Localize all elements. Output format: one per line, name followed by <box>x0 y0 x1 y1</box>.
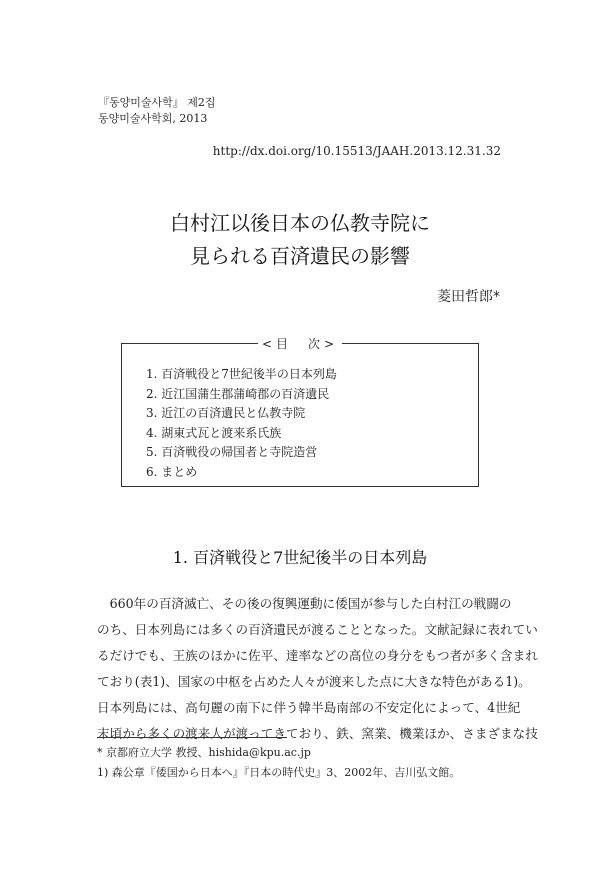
title-line-1: 白村江以後日本の仏教寺院に <box>170 211 430 235</box>
body-line: のち、日本列島には多くの百済遺民が渡ることとなった。文献記録に表れてい <box>97 622 538 637</box>
toc-item: 6. まとめ <box>146 464 198 479</box>
toc-item: 1. 百済戦役と7世紀後半の日本列島 <box>146 367 337 381</box>
toc-item: 5. 百済戦役の帰国者と寺院造営 <box>146 445 318 460</box>
toc-item: 2. 近江国蒲生郡蒲崎郡の百済遺民 <box>146 386 330 401</box>
footnotes <box>97 743 460 783</box>
toc-item: 3. 近江の百済遺民と仏教寺院 <box>146 406 306 421</box>
toc-list <box>146 365 337 483</box>
body-line: 660年の百済滅亡、その後の復興運動に倭国が参与した白村江の戦闘の <box>97 596 512 611</box>
footnote-affiliation: * 京都府立大学 教授、hishida@kpu.ac.jp <box>97 746 311 759</box>
footnote-1: 1) 森公章『倭国から日本へ』『日本の時代史』3、2002年、吉川弘文館。 <box>97 766 461 779</box>
journal-name: 『동양미술사학』 제2집 <box>98 96 216 109</box>
body-line: るだけでも、王族のほかに佐平、達率などの高位の身分をもつ者が多く含まれ <box>97 648 538 663</box>
journal-info <box>98 95 216 127</box>
toc-item: 4. 湖東式瓦と渡来系氏族 <box>146 425 282 440</box>
author-name: 菱田哲郎* <box>437 289 500 305</box>
body-line: 日本列島には、高句麗の南下に伴う韓半島南部の不安定化によって、4世紀 <box>97 700 521 715</box>
body-line: 末頃から多くの渡来人が渡ってきており、鉄、窯業、機業ほか、さまざまな技 <box>97 726 538 741</box>
table-of-contents <box>121 337 479 487</box>
journal-publisher: 동양미술사학회, 2013 <box>98 112 208 125</box>
footnote-divider <box>97 737 287 738</box>
paper-title <box>0 207 600 273</box>
body-paragraph <box>97 591 538 747</box>
section-heading: 1. 百済戦役と7世紀後半の日本列島 <box>172 548 428 567</box>
title-line-2: 見られる百済遺民の影響 <box>190 244 410 268</box>
body-line: ており(表1)、国家の中枢を占めた人々が渡来した点に大きな特色がある1)。 <box>97 674 531 689</box>
toc-heading: <目 次> <box>258 335 342 352</box>
doi-link[interactable]: http://dx.doi.org/10.15513/JAAH.2013.12.31.32 <box>212 144 501 158</box>
